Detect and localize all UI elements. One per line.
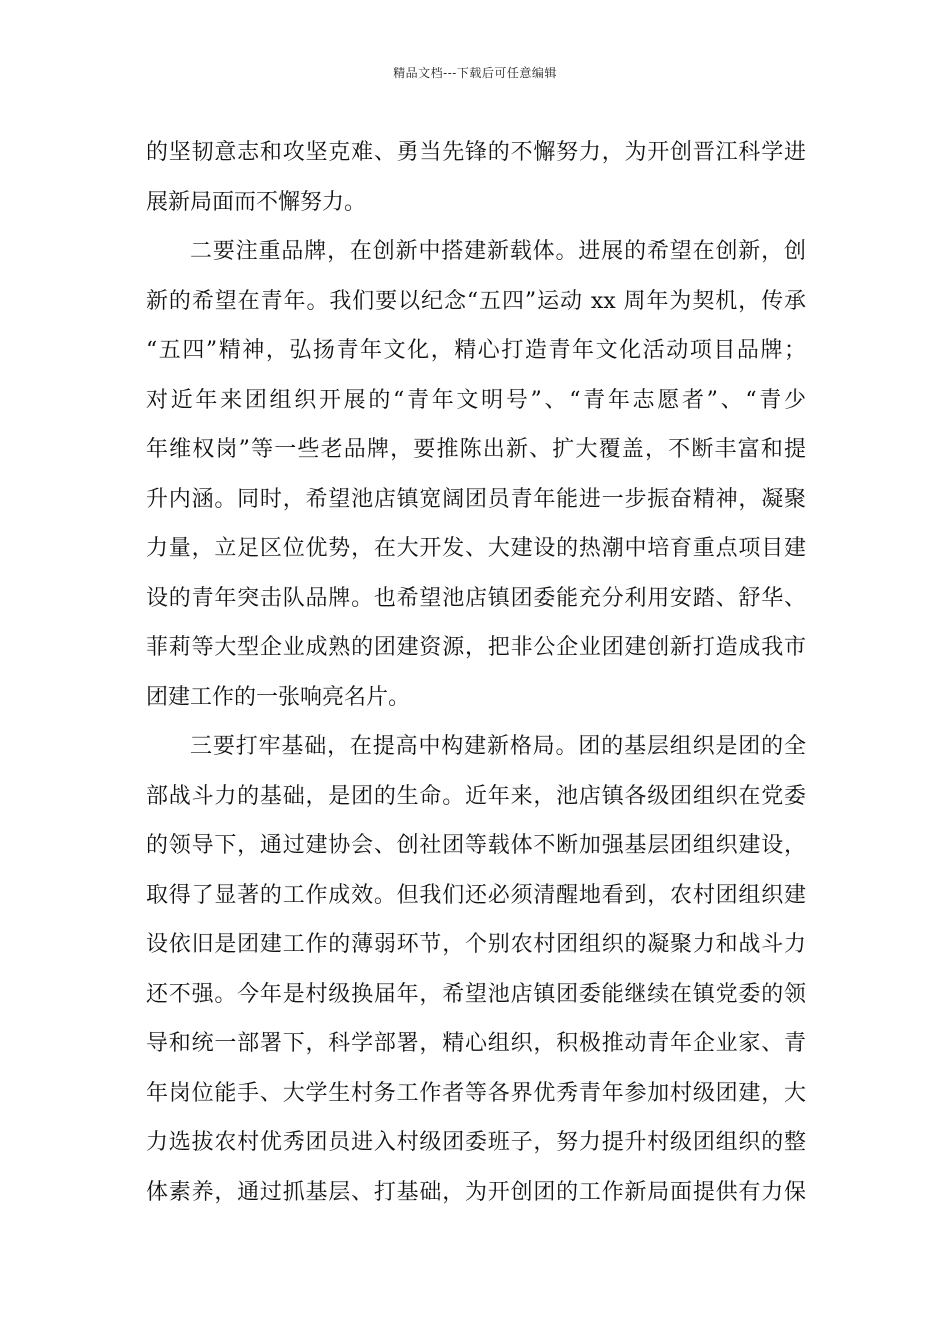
text-line: 还不强。今年是村级换届年，希望池店镇团委能继续在镇党委的领 — [146, 981, 806, 1007]
text-line: 升内涵。同时，希望池店镇宽阔团员青年能进一步振奋精神，凝聚 — [146, 486, 806, 512]
text-line: 展新局面而不懈努力。 — [146, 189, 367, 215]
text-line: 设依旧是团建工作的薄弱环节，个别农村团组织的凝聚力和战斗力 — [146, 932, 806, 957]
document-body — [146, 128, 806, 1217]
text-line: 菲莉等大型企业成熟的团建资源，把非公企业团建创新打造成我市 — [146, 635, 806, 660]
text-line: 的坚韧意志和攻坚克难、勇当先锋的不懈努力，为开创晋江科学进 — [146, 140, 806, 165]
text-line: 力选拔农村优秀团员进入村级团委班子，努力提升村级团组织的整 — [146, 1130, 806, 1155]
text-line: 体素养，通过抓基层、打基础，为开创团的工作新局面提供有力保 — [146, 1179, 806, 1205]
text-line: 取得了显著的工作成效。但我们还必须清醒地看到，农村团组织建 — [146, 882, 806, 908]
text-line: 年维权岗”等一些老品牌，要推陈出新、扩大覆盖，不断丰富和提 — [146, 437, 806, 462]
text-line: 对近年来团组织开展的“青年文明号”、“青年志愿者”、“青少 — [146, 387, 806, 413]
paragraph-start-line: 二要注重品牌，在创新中搭建新载体。进展的希望在创新，创 — [190, 239, 806, 264]
text-line: 设的青年突击队品牌。也希望池店镇团委能充分利用安踏、舒华、 — [146, 585, 806, 611]
text-line: 年岗位能手、大学生村务工作者等各界优秀青年参加村级团建，大 — [146, 1080, 806, 1106]
text-line: 团建工作的一张响亮名片。 — [146, 684, 411, 710]
text-line: 导和统一部署下，科学部署，精心组织，积极推动青年企业家、青 — [146, 1031, 806, 1056]
page-header: 精品文档---下载后可任意编辑 — [393, 66, 557, 80]
text-line: 的领导下，通过建协会、创社团等载体不断加强基层团组织建设， — [146, 833, 806, 858]
text-line: 部战斗力的基础，是团的生命。近年来，池店镇各级团组织在党委 — [146, 783, 806, 809]
paragraph-start-line: 三要打牢基础，在提高中构建新格局。团的基层组织是团的全 — [190, 734, 806, 759]
text-line: 力量，立足区位优势，在大开发、大建设的热潮中培育重点项目建 — [146, 536, 806, 561]
text-line: “五四”精神，弘扬青年文化，精心打造青年文化活动项目品牌； — [146, 338, 806, 363]
text-line: 新的希望在青年。我们要以纪念“五四”运动 xx 周年为契机，传承 — [146, 288, 806, 314]
